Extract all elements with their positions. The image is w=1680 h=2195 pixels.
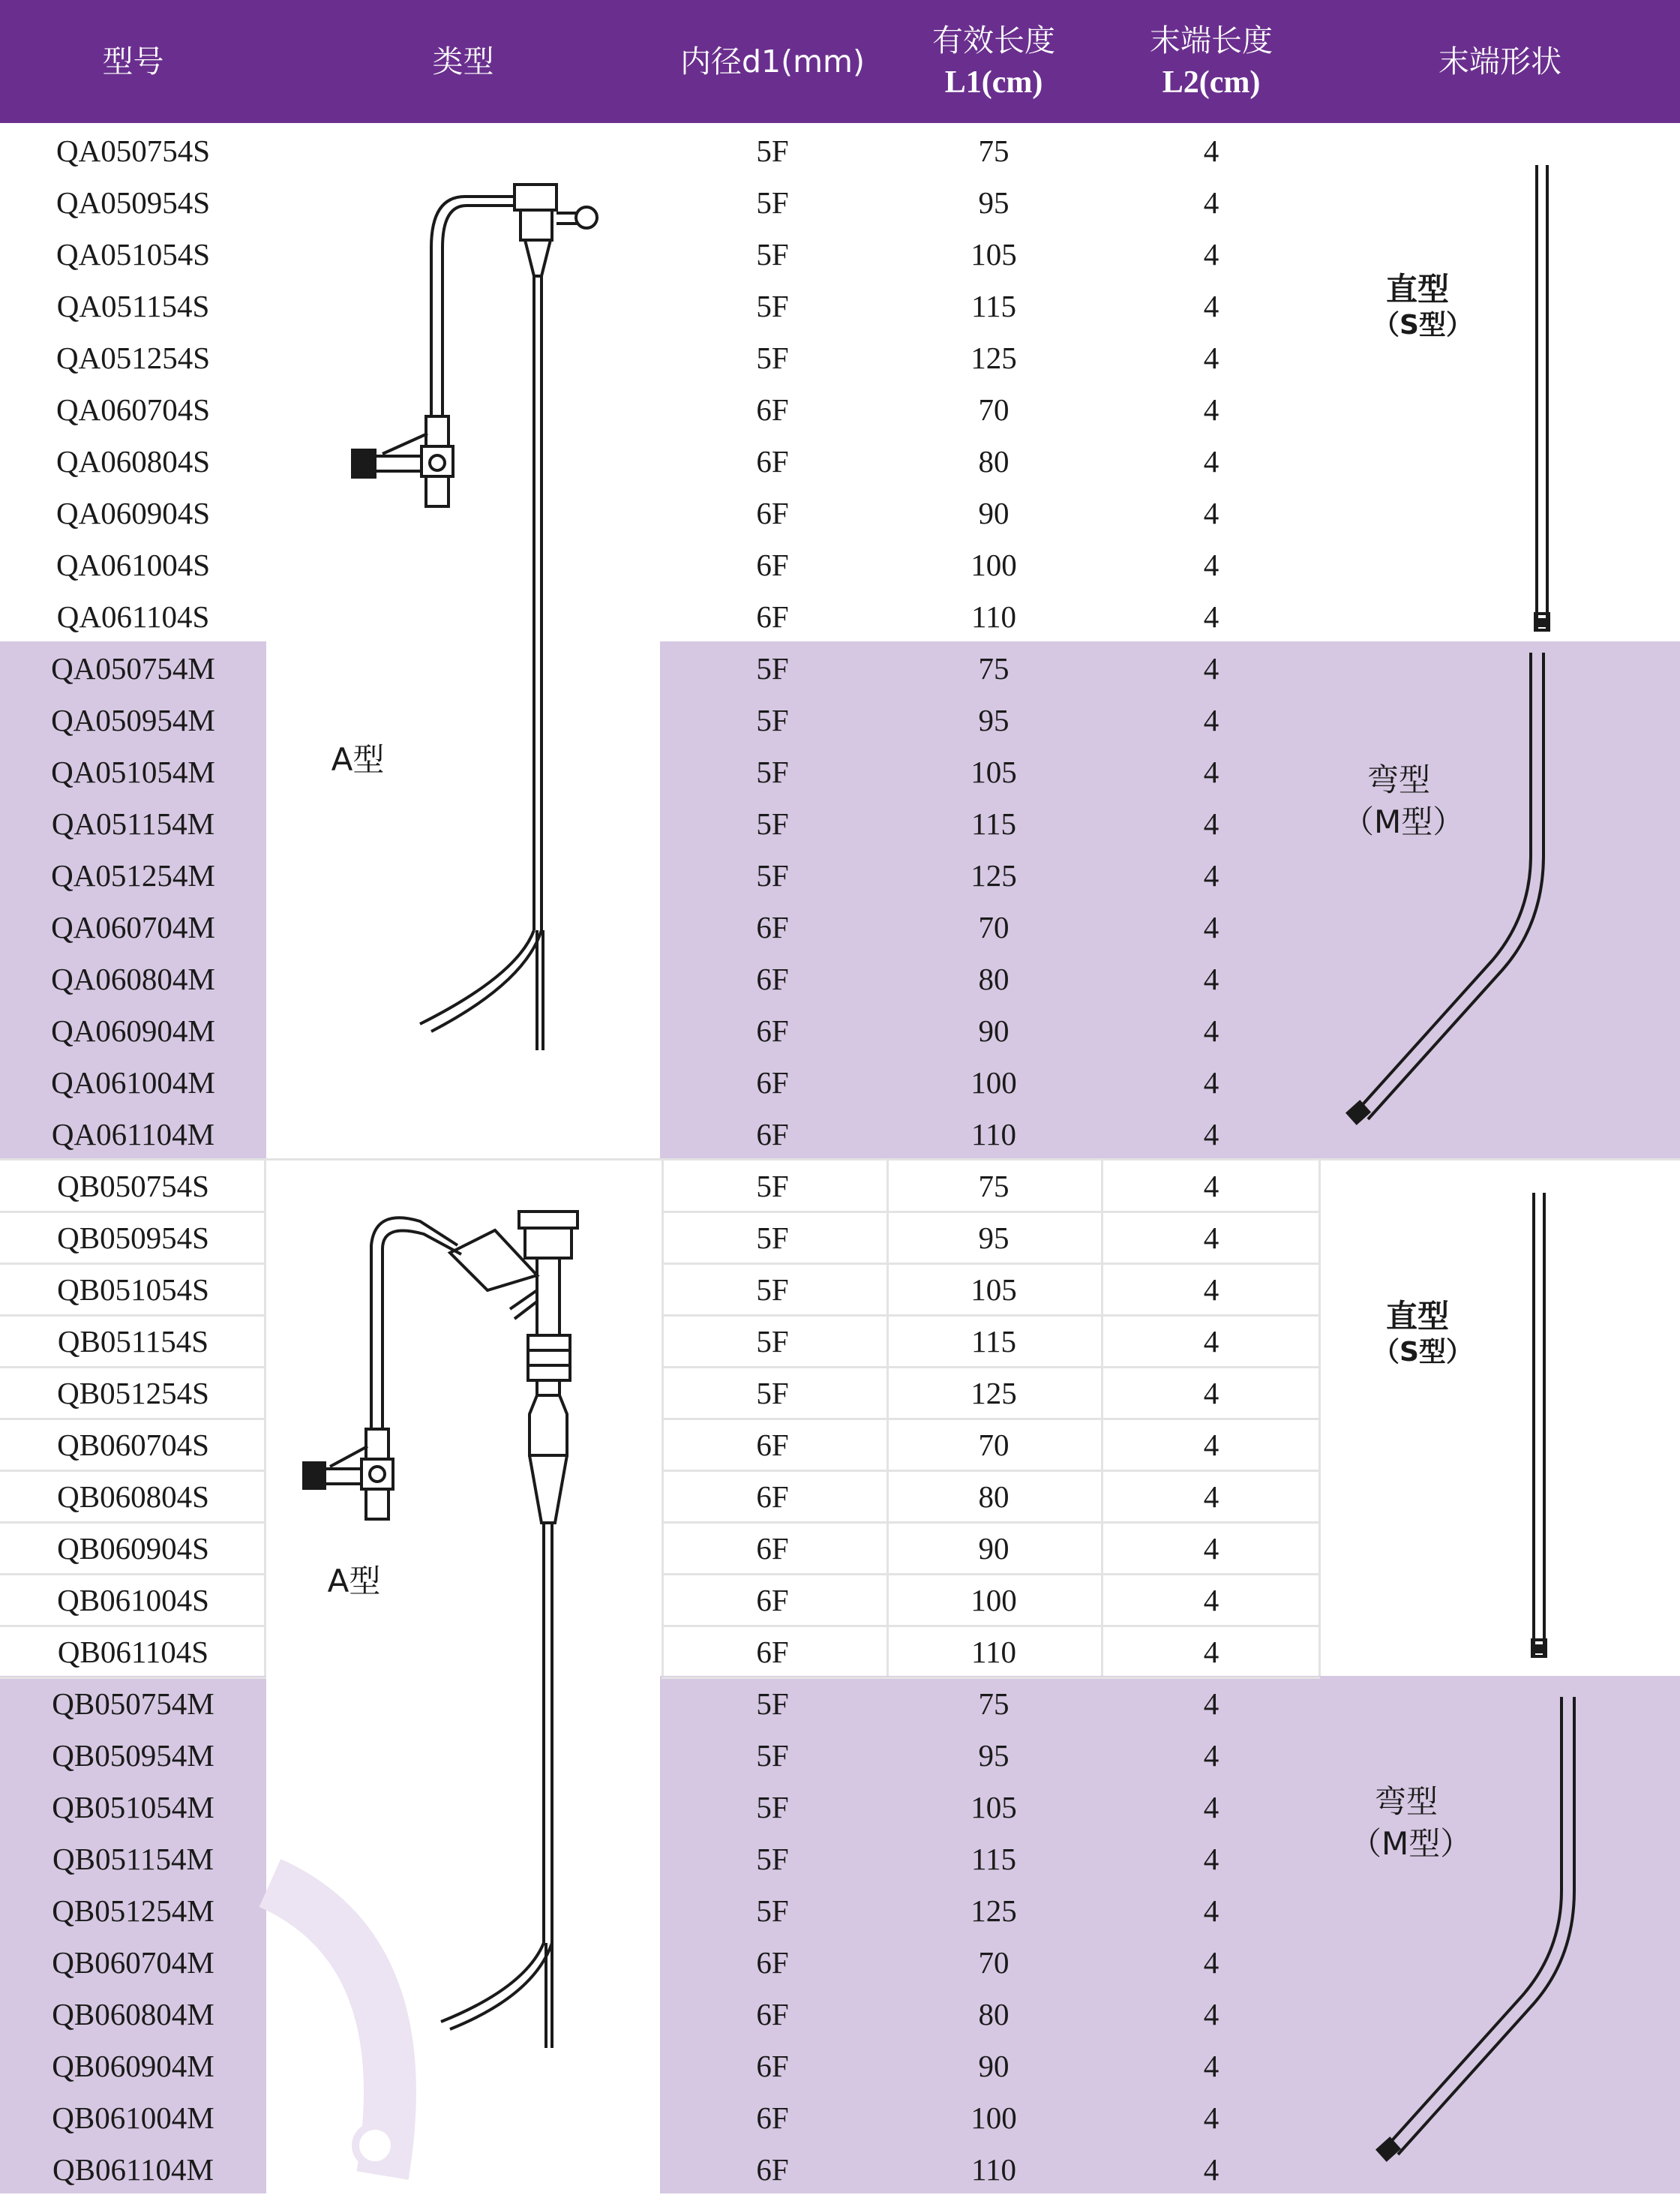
cell-inner-diameter: 5F — [756, 806, 789, 841]
cell-effective-length: 100 — [970, 547, 1017, 582]
cell-model: QA051054S — [56, 236, 211, 272]
cell-model: QB051154M — [52, 1841, 214, 1876]
cell-effective-length: 80 — [978, 1996, 1010, 2031]
header-tip-length-line1: 末端长度 — [1150, 23, 1273, 59]
cell-effective-length: 75 — [978, 1686, 1010, 1721]
cell-inner-diameter: 5F — [756, 236, 789, 272]
cell-model: QB061104S — [57, 1634, 209, 1669]
cell-tip-length: 4 — [1203, 1686, 1220, 1721]
cell-inner-diameter: 6F — [756, 1064, 789, 1100]
cell-effective-length: 110 — [971, 1116, 1016, 1152]
catheter-a-icon — [352, 185, 597, 1050]
type-label-a-2: A型 — [327, 1563, 381, 1599]
watermark-circle — [356, 2126, 394, 2165]
header-effective-length-line1: 有效长度 — [932, 23, 1055, 59]
cell-effective-length: 105 — [970, 236, 1017, 272]
cell-model: QA051254M — [51, 857, 215, 893]
cell-effective-length: 95 — [978, 1737, 1010, 1773]
cell-model: QA061004M — [51, 1064, 215, 1100]
header-type-label: 类型 — [432, 44, 494, 80]
cell-inner-diameter: 6F — [756, 1582, 789, 1617]
cell-model: QB051154S — [57, 1323, 209, 1359]
cell-inner-diameter: 6F — [756, 1116, 789, 1152]
cell-effective-length: 125 — [970, 1375, 1017, 1410]
cell-model: QB050954M — [52, 1737, 214, 1773]
cell-tip-length: 4 — [1203, 1582, 1220, 1617]
header-tip-shape-label: 末端形状 — [1438, 44, 1562, 80]
cell-inner-diameter: 5F — [756, 1323, 789, 1359]
cell-inner-diameter: 6F — [756, 547, 789, 582]
cell-tip-length: 4 — [1203, 1168, 1220, 1203]
cell-model: QA051254S — [56, 340, 211, 375]
cell-effective-length: 115 — [971, 288, 1016, 323]
tip-straight-1-icon — [1535, 165, 1549, 630]
cell-effective-length: 80 — [978, 1479, 1010, 1514]
cell-effective-length: 125 — [970, 340, 1017, 375]
cell-inner-diameter: 6F — [756, 495, 789, 530]
cell-effective-length: 105 — [970, 754, 1017, 789]
cell-effective-length: 70 — [978, 392, 1010, 427]
cell-inner-diameter: 5F — [756, 1789, 789, 1824]
cell-inner-diameter: 6F — [756, 2151, 789, 2187]
cell-effective-length: 70 — [978, 1944, 1010, 1980]
cell-inner-diameter: 6F — [756, 909, 789, 944]
cell-inner-diameter: 6F — [756, 1427, 789, 1462]
cell-inner-diameter: 6F — [756, 1530, 789, 1566]
cell-model: QA060904M — [51, 1013, 215, 1048]
cell-effective-length: 90 — [978, 1530, 1010, 1566]
cell-tip-length: 4 — [1203, 754, 1220, 789]
cell-model: QB051254S — [57, 1375, 209, 1410]
shape-label-line2: （S型） — [1372, 310, 1473, 341]
cell-effective-length: 75 — [978, 1168, 1010, 1203]
cell-tip-length: 4 — [1203, 857, 1220, 893]
cell-inner-diameter: 5F — [756, 1375, 789, 1410]
cell-tip-length: 4 — [1203, 185, 1220, 220]
cell-tip-length: 4 — [1203, 1375, 1220, 1410]
cell-tip-length: 4 — [1203, 133, 1220, 168]
header-inner-diameter-label: 内径d1(mm) — [680, 44, 865, 80]
cell-tip-length: 4 — [1203, 909, 1220, 944]
cell-effective-length: 115 — [971, 1323, 1016, 1359]
cell-effective-length: 125 — [970, 1893, 1017, 1928]
shape-label-line1: 弯型 — [1374, 1783, 1438, 1820]
cell-tip-length: 4 — [1203, 1996, 1220, 2031]
cell-effective-length: 80 — [978, 961, 1010, 996]
cell-model: QA051054M — [51, 754, 215, 789]
shape-label-line2: （M型） — [1342, 803, 1465, 840]
cell-inner-diameter: 6F — [756, 599, 789, 634]
cell-model: QA050754S — [56, 133, 211, 168]
cell-tip-length: 4 — [1203, 599, 1220, 634]
cell-tip-length: 4 — [1203, 547, 1220, 582]
cell-effective-length: 70 — [978, 1427, 1010, 1462]
cell-tip-length: 4 — [1203, 236, 1220, 272]
cell-effective-length: 110 — [971, 1634, 1016, 1669]
cell-effective-length: 95 — [978, 185, 1010, 220]
cell-effective-length: 110 — [971, 599, 1016, 634]
cell-inner-diameter: 5F — [756, 1737, 789, 1773]
tip-straight-2-icon — [1532, 1193, 1546, 1656]
cell-tip-length: 4 — [1203, 495, 1220, 530]
cell-inner-diameter: 6F — [756, 1944, 789, 1980]
cell-inner-diameter: 6F — [756, 1013, 789, 1048]
shape-label-line1: 直型 — [1385, 1298, 1449, 1335]
cell-effective-length: 100 — [970, 1582, 1017, 1617]
cell-inner-diameter: 5F — [756, 340, 789, 375]
cell-inner-diameter: 5F — [756, 133, 789, 168]
shape-label-line2: （S型） — [1372, 1337, 1473, 1368]
cell-effective-length: 90 — [978, 2048, 1010, 2083]
cell-tip-length: 4 — [1203, 1064, 1220, 1100]
cell-inner-diameter: 5F — [756, 1841, 789, 1876]
cell-inner-diameter: 6F — [756, 1634, 789, 1669]
shape-label-line1: 弯型 — [1366, 761, 1430, 798]
cell-effective-length: 100 — [970, 2100, 1017, 2135]
cell-model: QB050754M — [52, 1686, 214, 1721]
cell-tip-length: 4 — [1203, 1530, 1220, 1566]
cell-model: QA051154S — [56, 288, 210, 323]
cell-tip-length: 4 — [1203, 1789, 1220, 1824]
cell-model: QB060904M — [52, 2048, 214, 2083]
cell-model: QB060804S — [57, 1479, 209, 1514]
cell-effective-length: 95 — [978, 702, 1010, 737]
cell-inner-diameter: 5F — [756, 1168, 789, 1203]
cell-model: QA060804S — [56, 443, 211, 479]
cell-inner-diameter: 5F — [756, 702, 789, 737]
cell-tip-length: 4 — [1203, 1841, 1220, 1876]
header-effective-length-line2: L1(cm) — [944, 65, 1043, 100]
cell-tip-length: 4 — [1203, 650, 1220, 686]
cell-effective-length: 75 — [978, 650, 1010, 686]
cell-inner-diameter: 5F — [756, 1220, 789, 1255]
cell-model: QB050954S — [57, 1220, 209, 1255]
tip-curved-2-icon — [1378, 1697, 1574, 2160]
cell-inner-diameter: 6F — [756, 2100, 789, 2135]
cell-inner-diameter: 6F — [756, 2048, 789, 2083]
cell-model: QB061004S — [57, 1582, 209, 1617]
type-label-a-1: A型 — [331, 741, 385, 778]
cell-effective-length: 90 — [978, 495, 1010, 530]
cell-tip-length: 4 — [1203, 1220, 1220, 1255]
cell-tip-length: 4 — [1203, 288, 1220, 323]
cell-model: QA061004S — [56, 547, 211, 582]
cell-model: QB061004M — [52, 2100, 214, 2135]
cell-model: QA060704S — [56, 392, 211, 427]
cell-model: QB051254M — [52, 1893, 214, 1928]
cell-model: QA051154M — [51, 806, 215, 841]
cell-model: QA060904S — [56, 495, 211, 530]
cell-tip-length: 4 — [1203, 2100, 1220, 2135]
cell-model: QA060704M — [51, 909, 215, 944]
cell-model: QA050954M — [51, 702, 215, 737]
cell-tip-length: 4 — [1203, 1116, 1220, 1152]
cell-model: QA050954S — [56, 185, 211, 220]
cell-model: QA061104M — [51, 1116, 215, 1152]
shape-label-line1: 直型 — [1385, 271, 1449, 308]
cell-effective-length: 100 — [970, 1064, 1017, 1100]
cell-inner-diameter: 6F — [756, 961, 789, 996]
cell-tip-length: 4 — [1203, 1634, 1220, 1669]
cell-tip-length: 4 — [1203, 1737, 1220, 1773]
cell-inner-diameter: 5F — [756, 650, 789, 686]
cell-tip-length: 4 — [1203, 961, 1220, 996]
cell-tip-length: 4 — [1203, 1427, 1220, 1462]
cell-inner-diameter: 6F — [756, 392, 789, 427]
cell-model: QB060704S — [57, 1427, 209, 1462]
shape-label-line2: （M型） — [1350, 1825, 1472, 1862]
cell-inner-diameter: 5F — [756, 1893, 789, 1928]
cell-model: QB060804M — [52, 1996, 214, 2031]
cell-inner-diameter: 6F — [756, 443, 789, 479]
cell-inner-diameter: 5F — [756, 1272, 789, 1307]
cell-tip-length: 4 — [1203, 1323, 1220, 1359]
cell-tip-length: 4 — [1203, 392, 1220, 427]
header-tip-length-line2: L2(cm) — [1162, 65, 1261, 100]
cell-tip-length: 4 — [1203, 2048, 1220, 2083]
cell-model: QB051054M — [52, 1789, 214, 1824]
cell-effective-length: 125 — [970, 857, 1017, 893]
tip-curved-1-icon — [1348, 653, 1544, 1123]
cell-tip-length: 4 — [1203, 1272, 1220, 1307]
cell-tip-length: 4 — [1203, 1479, 1220, 1514]
cell-tip-length: 4 — [1203, 443, 1220, 479]
cell-effective-length: 75 — [978, 133, 1010, 168]
cell-effective-length: 115 — [971, 806, 1016, 841]
cell-effective-length: 110 — [971, 2151, 1016, 2187]
cell-inner-diameter: 5F — [756, 288, 789, 323]
cell-tip-length: 4 — [1203, 1013, 1220, 1048]
cell-model: QB050754S — [57, 1168, 209, 1203]
cell-inner-diameter: 6F — [756, 1479, 789, 1514]
cell-effective-length: 70 — [978, 909, 1010, 944]
cell-model: QB051054S — [57, 1272, 209, 1307]
cell-tip-length: 4 — [1203, 702, 1220, 737]
cell-effective-length: 80 — [978, 443, 1010, 479]
cell-model: QA061104S — [56, 599, 210, 634]
cell-model: QA060804M — [51, 961, 215, 996]
cell-effective-length: 115 — [971, 1841, 1016, 1876]
cell-inner-diameter: 6F — [756, 1996, 789, 2031]
header-model-label: 型号 — [102, 44, 164, 80]
cell-tip-length: 4 — [1203, 1893, 1220, 1928]
cell-tip-length: 4 — [1203, 1944, 1220, 1980]
cell-effective-length: 90 — [978, 1013, 1010, 1048]
cell-effective-length: 105 — [970, 1789, 1017, 1824]
cell-model: QB060704M — [52, 1944, 214, 1980]
cell-effective-length: 105 — [970, 1272, 1017, 1307]
cell-tip-length: 4 — [1203, 340, 1220, 375]
cell-model: QB060904S — [57, 1530, 209, 1566]
cell-inner-diameter: 5F — [756, 857, 789, 893]
cell-inner-diameter: 5F — [756, 1686, 789, 1721]
cell-tip-length: 4 — [1203, 2151, 1220, 2187]
cell-model: QA050754M — [51, 650, 215, 686]
cell-inner-diameter: 5F — [756, 754, 789, 789]
cell-tip-length: 4 — [1203, 806, 1220, 841]
cell-inner-diameter: 5F — [756, 185, 789, 220]
cell-effective-length: 95 — [978, 1220, 1010, 1255]
cell-model: QB061104M — [52, 2151, 214, 2187]
